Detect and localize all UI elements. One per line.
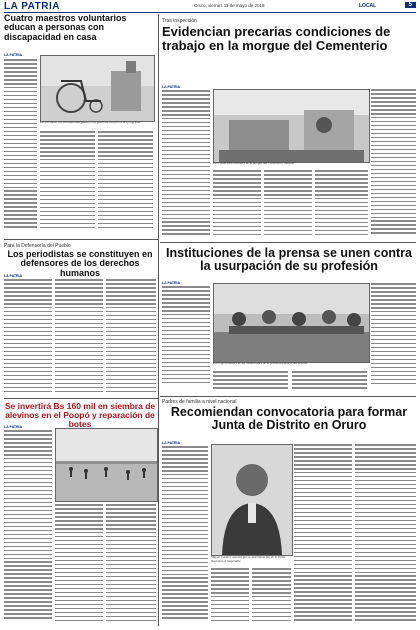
article-6-kicker: Padres de familia a nivel nacional — [162, 399, 237, 405]
article-2-body-col4 — [315, 170, 368, 240]
article-2-caption: Las condiciones actuales de la morgue del Cementerio General. — [213, 161, 295, 165]
article-3-source: LA PATRIA — [4, 274, 23, 278]
article-4-caption: Los representantes de las instituciones de la prensa durante el documento. — [213, 361, 308, 365]
lake-photo-icon — [56, 429, 157, 501]
article-2-body-col-right — [371, 89, 416, 239]
horizontal-divider-left-2 — [4, 398, 158, 399]
article-2-body-col2 — [213, 170, 261, 240]
article-5-photo — [55, 428, 158, 502]
horizontal-divider-right-2 — [160, 396, 416, 397]
article-4-body-col3 — [292, 371, 367, 393]
article-6-body-col2 — [211, 568, 249, 626]
article-6-body-col3 — [252, 568, 291, 626]
article-4-body-col1 — [162, 286, 210, 386]
article-5-body-col2 — [55, 504, 103, 626]
wheelchair-photo-icon — [41, 56, 154, 121]
article-4-body-col-right — [371, 283, 416, 388]
morgue-photo-icon — [214, 90, 369, 162]
article-5-body-col3 — [106, 504, 156, 626]
article-2-source: LA PATRIA — [162, 85, 181, 89]
article-3-body-col1 — [4, 279, 52, 396]
article-1-headline: Cuatro maestros voluntarios educan a personas con discapacidad en casa — [4, 13, 127, 42]
article-5-headline: Se invertirá Bs 160 mil en siembra de alevinos en el Poopó y reparación de botes — [4, 401, 156, 429]
page-number: 5 — [405, 2, 416, 8]
horizontal-divider — [4, 239, 158, 240]
section-name: LOCAL — [359, 3, 377, 9]
article-1-caption: Las personas con discapacidad gozan y hoy gozan de beneficios del programa. — [40, 120, 141, 124]
article-2-photo — [213, 89, 370, 163]
article-1-photo — [40, 55, 155, 122]
article-4-photo — [213, 283, 370, 363]
article-1-body-col3 — [98, 131, 153, 234]
issue-date: Oruro, viernes 11 de mayo de 2018 — [194, 3, 265, 8]
article-3-kicker: Para la Defensoría del Pueblo — [4, 243, 71, 249]
press-meeting-photo-icon — [214, 284, 369, 362]
article-5-source: LA PATRIA — [4, 425, 23, 429]
article-2-headline: Evidencian precarias condiciones de trabajo en la morgue del Cementerio — [162, 24, 391, 53]
article-2-kicker: Tras inspección — [162, 18, 197, 24]
article-6-caption: Miguel Cordero asevera que la determinación de la Junta Nacional es inapelable. — [211, 555, 285, 563]
horizontal-divider-right — [160, 242, 416, 243]
article-6-body-col1 — [162, 446, 208, 626]
article-6-body-col5 — [355, 444, 416, 626]
vertical-divider — [158, 14, 159, 626]
article-4-headline: Instituciones de la prensa se unen contra la usurpación de su profesión — [166, 246, 412, 274]
article-3-headline: Los periodistas se constituyen en defensores de los derechos humanos — [7, 249, 153, 278]
portrait-photo-icon — [212, 445, 292, 555]
article-1-source: LA PATRIA — [4, 53, 23, 57]
article-6-headline: Recomiendan convocatoria para formar Junta de Distrito en Oruro — [170, 405, 408, 433]
article-3-body-col2 — [55, 279, 103, 396]
article-6-source: LA PATRIA — [162, 441, 181, 445]
article-6-body-col4 — [294, 444, 352, 626]
article-2-body-col1 — [162, 90, 210, 240]
newspaper-logo: LA PATRIA — [4, 1, 60, 12]
article-4-source: LA PATRIA — [162, 281, 181, 285]
masthead — [4, 2, 416, 13]
article-5-body-col1 — [4, 430, 52, 626]
article-3-body-col3 — [106, 279, 156, 396]
article-2-body-col3 — [264, 170, 312, 240]
article-6-photo — [211, 444, 293, 556]
article-1-body — [4, 59, 37, 234]
article-1-body-col2 — [40, 131, 95, 234]
article-4-body-col2 — [213, 371, 288, 393]
